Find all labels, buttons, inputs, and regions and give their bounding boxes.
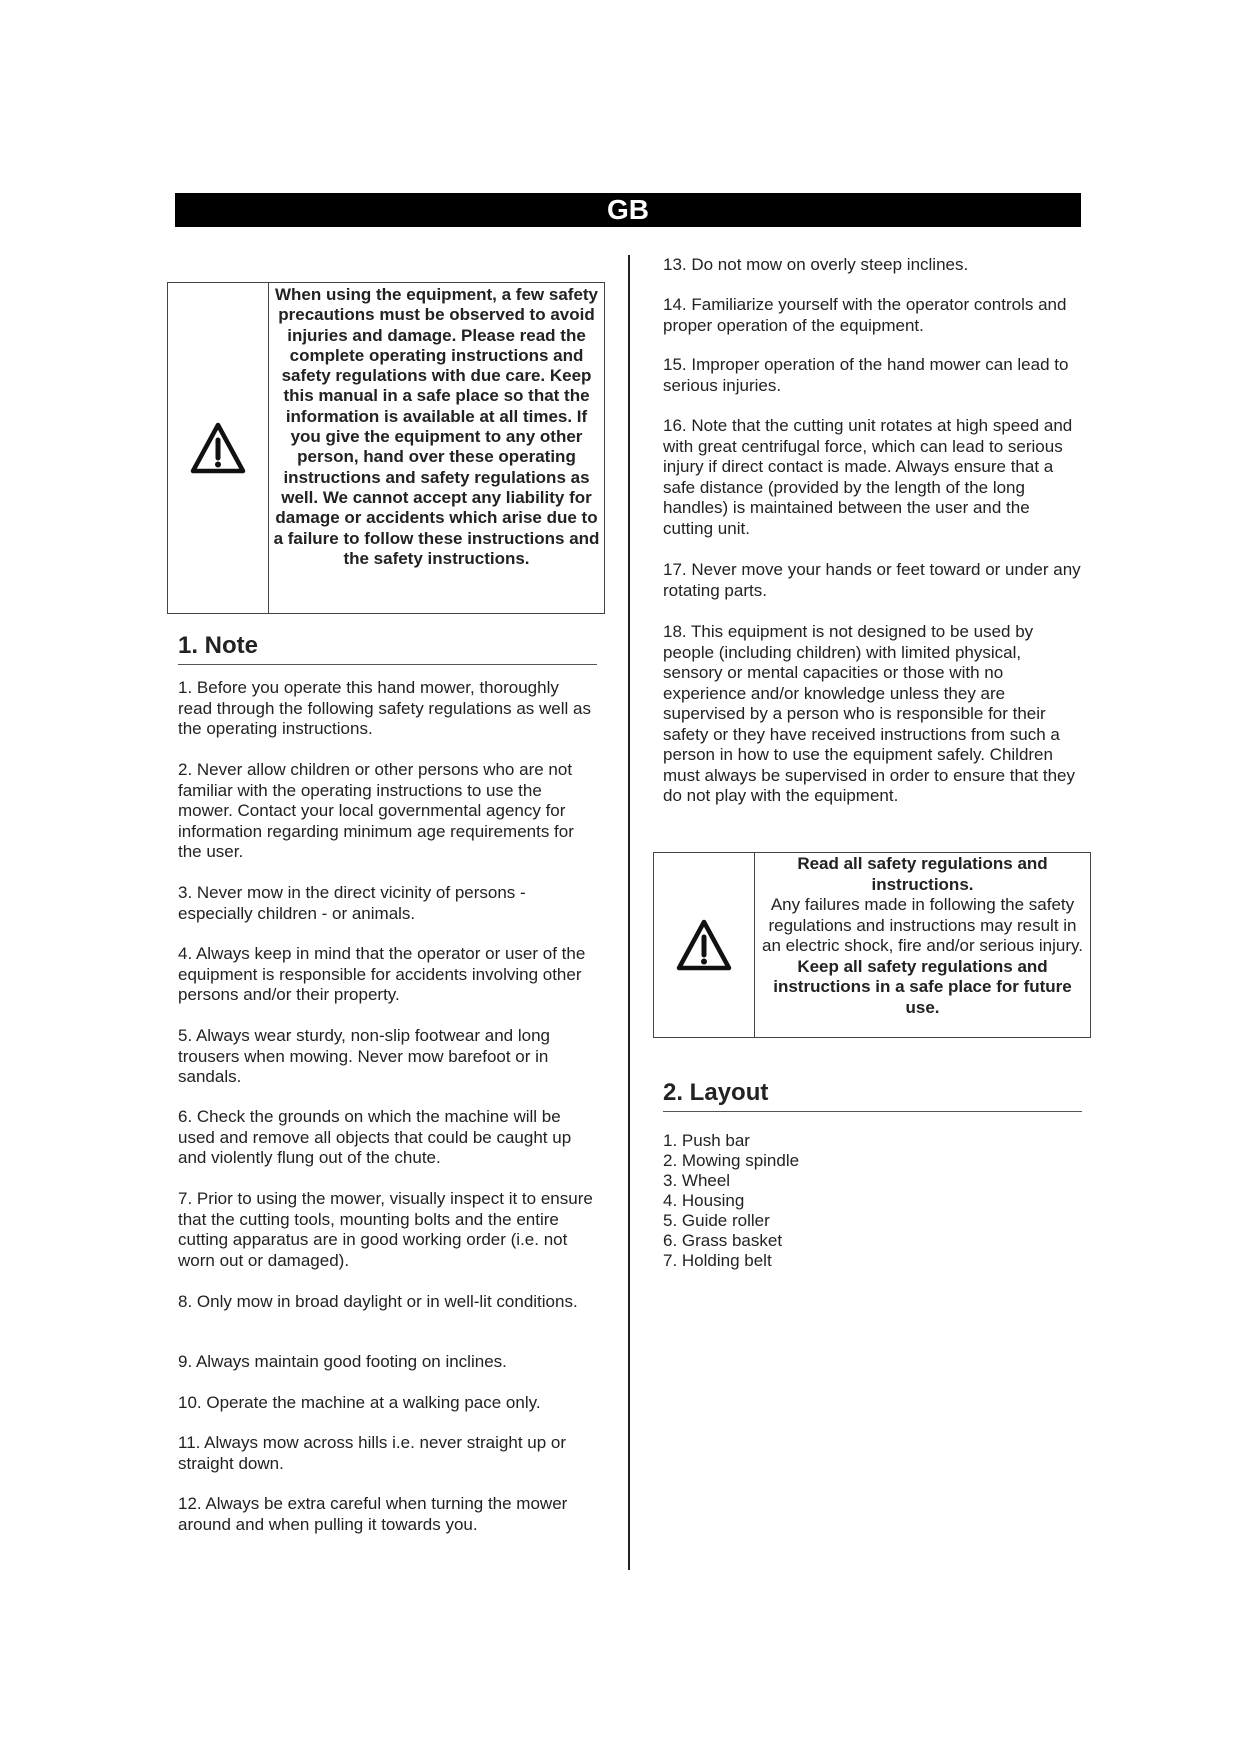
list-item: 2. Never allow children or other persons who are not familiar with the operating instructions to use the mower. Contact your local governmental agency for information regarding minimum age requirements for the user.: [178, 760, 574, 861]
safety-notice-text: When using the equipment, a few safety precautions must be observed to avoid injuries and damage. Please read the complete operating instructions and safety regulations with due care. Keep this manual in a safe place so that the information is available at all times. If you give the equipment to any other person, hand over these operating instructions and safety regulations as well. We cannot accept any liability for damage or accidents which arise due to a failure to follow these instructions and the safety instructions.: [273, 285, 600, 568]
list-item: 6. Check the grounds on which the machine will be used and remove all objects that could be caught up and violently flung out of the chute.: [178, 1107, 572, 1167]
list-item: 13. Do not mow on overly steep inclines.: [663, 255, 969, 274]
read-instructions-heading: Read all safety regulations and instructions.: [797, 854, 1048, 894]
list-item: 2. Mowing spindle: [663, 1151, 800, 1170]
section-title-note: 1. Note: [178, 632, 597, 665]
list-item: 6. Grass basket: [663, 1231, 783, 1250]
list-item: 16. Note that the cutting unit rotates at high speed and with great centrifugal force, which can lead to serious injury if direct contact is made. Always ensure that a safe distance (provided by the length of the long handles) is maintained between the user and the cutting unit.: [663, 416, 1073, 538]
layout-parts-list: [663, 1131, 799, 1271]
read-instructions-footer: Keep all safety regulations and instructions in a safe place for future use.: [773, 956, 1072, 1017]
language-code: GB: [607, 194, 649, 225]
section-title-layout: 2. Layout: [663, 1079, 1082, 1112]
list-item: 9. Always maintain good footing on inclines.: [178, 1352, 507, 1371]
safety-notice-box: [167, 282, 605, 614]
list-item: 4. Always keep in mind that the operator or user of the equipment is responsible for accidents involving other persons and/or their property.: [178, 944, 586, 1004]
list-item: 4. Housing: [663, 1191, 745, 1210]
list-item: 5. Guide roller: [663, 1211, 770, 1230]
language-header-bar: [175, 193, 1081, 227]
list-item: 18. This equipment is not designed to be used by people (including children) with limited physical, sensory or mental capacities or those with no experience and/or knowledge unless they are supervised by a person who is responsible for their safety or they have received instructions from such a person in how to use the equipment safely. Children must always be supervised in order to ensure that they do not play with the equipment.: [663, 622, 1075, 805]
list-item: 1. Before you operate this hand mower, thoroughly read through the following safety regulations as well as the operating instructions.: [178, 678, 591, 738]
list-item: 8. Only mow in broad daylight or in well-lit conditions.: [178, 1292, 578, 1311]
list-item: 15. Improper operation of the hand mower can lead to serious injuries.: [663, 355, 1069, 395]
list-item: 17. Never move your hands or feet toward or under any rotating parts.: [663, 560, 1081, 600]
list-item: 5. Always wear sturdy, non-slip footwear and long trousers when mowing. Never mow barefoot or in sandals.: [178, 1026, 550, 1086]
list-item: 10. Operate the machine at a walking pace only.: [178, 1393, 541, 1412]
warning-triangle-icon: [190, 422, 246, 474]
list-item: 3. Wheel: [663, 1171, 731, 1190]
list-item: 14. Familiarize yourself with the operator controls and proper operation of the equipment.: [663, 295, 1067, 335]
list-item: 1. Push bar: [663, 1131, 750, 1150]
read-instructions-body: Any failures made in following the safety regulations and instructions may result in an electric shock, fire and/or serious injury.: [762, 895, 1083, 955]
list-item: 12. Always be extra careful when turning the mower around and when pulling it towards you.: [178, 1494, 568, 1534]
warning-triangle-icon: [676, 919, 732, 971]
read-instructions-box: [653, 852, 1091, 1038]
warning-icon-cell: [168, 283, 269, 613]
list-item: 3. Never mow in the direct vicinity of persons - especially children - or animals.: [178, 883, 526, 923]
read-instructions-text: [755, 853, 1090, 1037]
list-item: 7. Holding belt: [663, 1251, 772, 1270]
warning-icon-cell: [654, 853, 755, 1037]
list-item: 7. Prior to using the mower, visually inspect it to ensure that the cutting tools, mounting bolts and the entire cutting apparatus are in good working order (i.e. not worn out or damaged).: [178, 1189, 593, 1270]
list-item: 11. Always mow across hills i.e. never straight up or straight down.: [178, 1433, 567, 1473]
column-divider: [628, 255, 630, 1570]
